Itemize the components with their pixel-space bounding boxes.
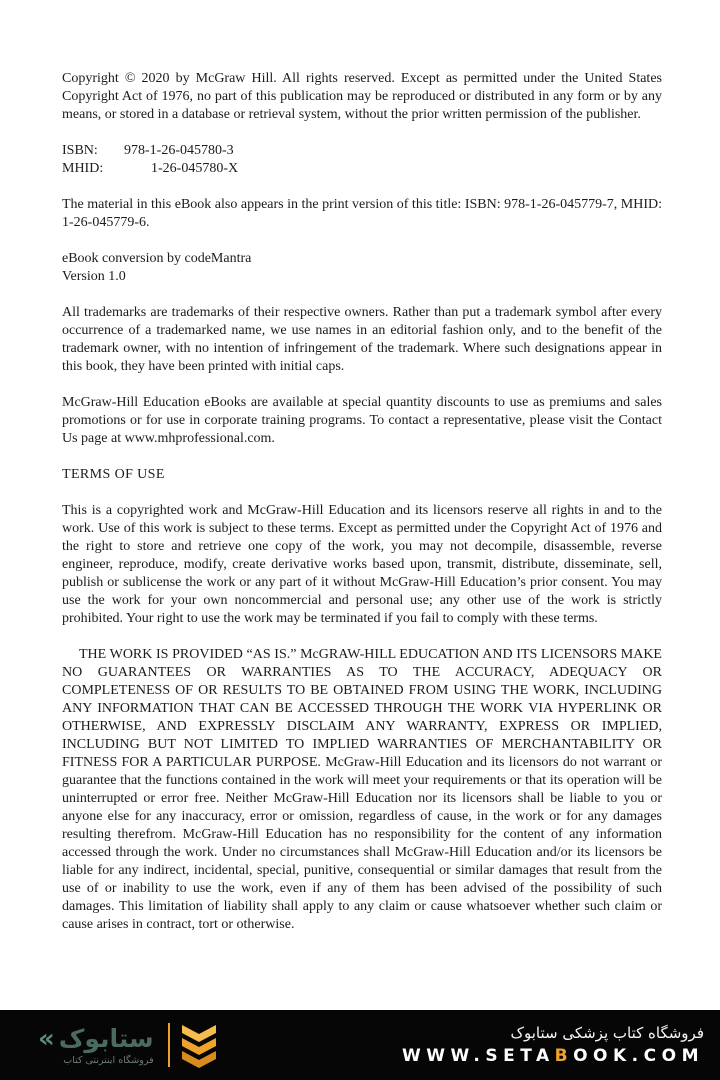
setabook-logo <box>38 1025 154 1066</box>
conversion-block <box>62 250 662 286</box>
mhid-row <box>62 160 662 178</box>
footer-divider <box>168 1023 170 1067</box>
discounts-paragraph: McGraw-Hill Education eBooks are available at special quantity discounts to use as premiums and sales promotions or for use in corporate training programs. To contact a representative, please visit the Contact Us page at www.mhprofessional.com. <box>62 395 662 446</box>
terms-paragraph: This is a copyrighted work and McGraw-Hill Education and its licensors reserve all rights in and to the work. Use of this work is subject to these terms. Except as permitted under the Copyright Act of 1976 and the right to store and retrieve one copy of the work, you may not decompile, disassemble, reverse engineer, reproduce, modify, create derivative works based upon, transmit, distribute, disseminate, sell, publish or sublicense the work or any part of it without McGraw-Hill Education’s prior consent. You may use the work for your own noncommercial and personal use; any other use of the work is strictly prohibited. Your right to use the work may be terminated if you fail to comply with these terms. <box>62 503 662 626</box>
footer-text-block <box>402 1023 704 1068</box>
mhid-value: 1-26-045780-X <box>151 161 239 176</box>
website-accent-letter: B <box>554 1045 574 1066</box>
trademarks-paragraph: All trademarks are trademarks of their respective owners. Rather than put a trademark symbol after every occurrence of a trademarked name, we use names in an editorial fashion only, and to the benefit of the trademark owner, with no intention of infringement of the trademark. Where such designations appear in this book, they have been printed with initial caps. <box>62 305 662 374</box>
print-version-paragraph: The material in this eBook also appears in the print version of this title: ISBN: 978-1-26-045779-7, MHID: 1-26-045779-6. <box>62 197 662 230</box>
isbn-row <box>62 142 662 160</box>
isbn-label: ISBN: <box>62 143 98 158</box>
logo-row <box>38 1025 154 1053</box>
copyright-paragraph: Copyright © 2020 by McGraw Hill. All rights reserved. Except as permitted under the United States Copyright Act of 1976, no part of this publication may be reproduced or distributed in any form or by any means, or stored in a database or retrieval system, without the prior written permission of the publisher. <box>62 71 662 122</box>
disclaimer-paragraph: THE WORK IS PROVIDED “AS IS.” McGRAW-HILL EDUCATION AND ITS LICENSORS MAKE NO GUARANTEES OR WARRANTIES AS TO THE ACCURACY, ADEQUACY OR COMPLETENESS OF OR RESULTS TO BE OBTAINED FROM USING THE WORK, INCLUDING ANY INFORMATION THAT CAN BE ACCESSED THROUGH THE WORK VIA HYPERLINK OR OTHERWISE, AND EXPRESSLY DISCLAIM ANY WARRANTY, EXPRESS OR IMPLIED, INCLUDING BUT NOT LIMITED TO IMPLIED WARRANTIES OF MERCHANTABILITY OR FITNESS FOR A PARTICULAR PURPOSE. McGraw-Hill Education and its licensors do not warrant or guarantee that the functions contained in the work will meet your requirements or that its operation will be uninterrupted or error free. Neither McGraw-Hill Education nor its licensors shall be liable to you or anyone else for any inaccuracy, error or omission, regardless of cause, in the work or for any damages resulting therefrom. McGraw-Hill Education has no responsibility for the content of any information accessed through the work. Under no circumstances shall McGraw-Hill Education and/or its licensors be liable for any indirect, incidental, special, punitive, consequential or similar damages that result from the use of or inability to use the work, even if any of them has been advised of the possibility of such damages. This limitation of liability shall apply to any claim or cause whatsoever whether such claim or cause arises in contract, tort or otherwise. <box>62 647 662 932</box>
mhid-label: MHID: <box>62 161 104 176</box>
isbn-value: 978-1-26-045780-3 <box>124 143 234 158</box>
logo-chevron-icon: « <box>38 1023 55 1054</box>
website-prefix: WWW.SETA <box>402 1045 555 1066</box>
website-url <box>402 1044 704 1068</box>
terms-of-use-heading: TERMS OF USE <box>62 467 165 482</box>
isbn-block <box>62 142 662 178</box>
stacked-chevrons-icon <box>178 1023 220 1074</box>
footer-banner <box>0 1010 720 1080</box>
conversion-line: eBook conversion by codeMantra <box>62 251 252 266</box>
store-name: فروشگاه کتاب پزشکی ستابوک <box>510 1023 704 1042</box>
website-suffix: OOK.COM <box>573 1045 704 1066</box>
logo-wordmark: ستابوک <box>58 1023 154 1053</box>
logo-subtitle: فروشگاه اینترنتی کتاب <box>63 1054 154 1066</box>
version-line: Version 1.0 <box>62 269 126 284</box>
